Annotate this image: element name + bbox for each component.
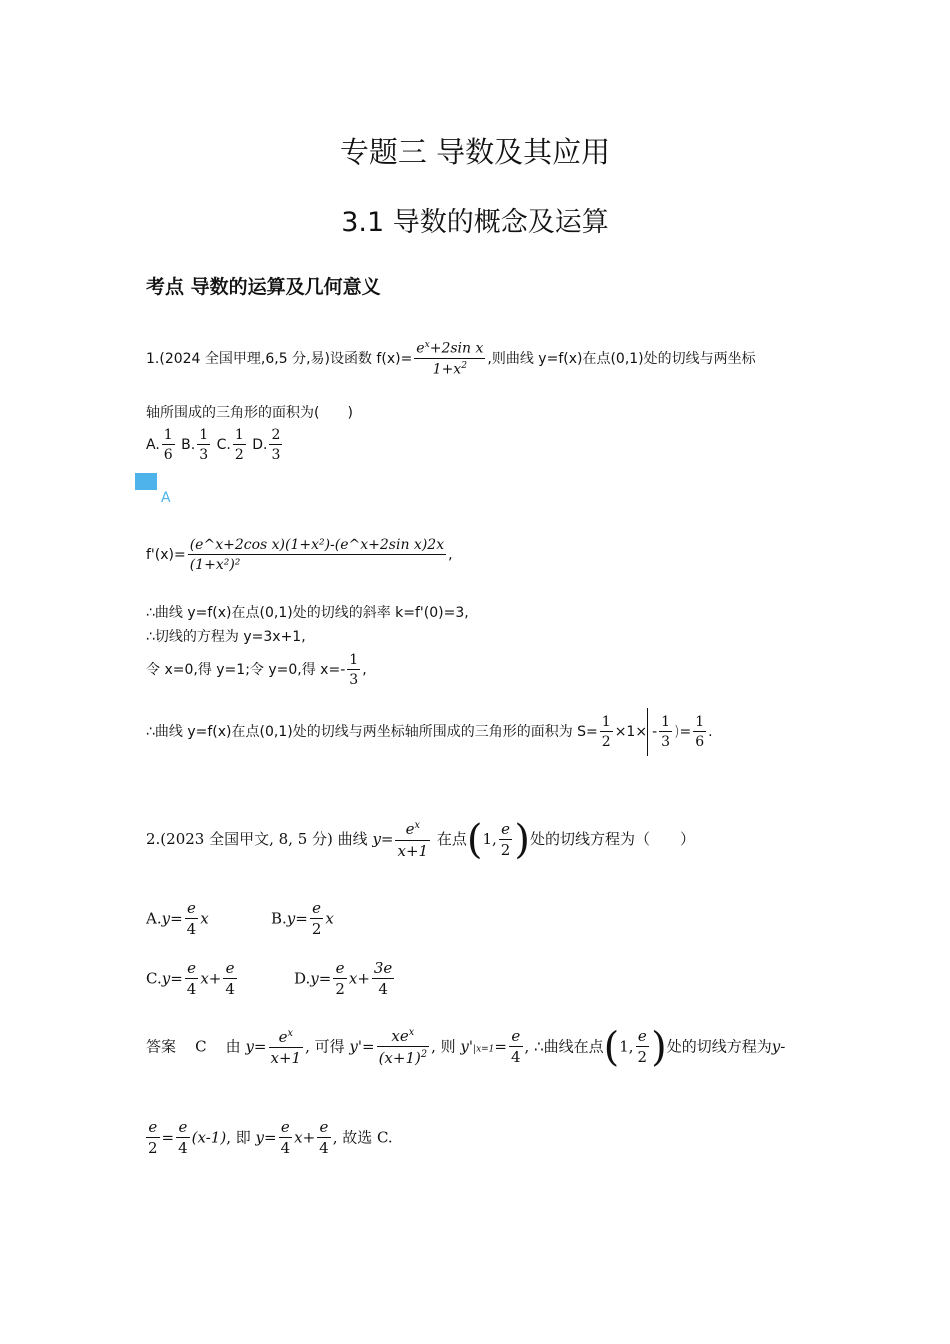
page-title: 专题三 导数及其应用 — [339, 135, 611, 169]
q2-prefix: 2.(2023 全国甲文, 8, 5 分) 曲线 — [146, 830, 368, 848]
q1-sol-den: (1+x²)² — [189, 557, 241, 574]
q1-sol-fraction — [188, 537, 446, 573]
q1-suffix: ,则曲线 y=f(x)在点(0,1)处的切线与两坐标 — [487, 350, 756, 367]
q1-line2: 轴所围成的三角形的面积为( ) — [146, 405, 353, 421]
q1-abs-value: - $\frac{1}{3}$ ) — [647, 708, 679, 756]
q1-sol-line3: ∴切线的方程为 y=3x+1, — [146, 629, 306, 645]
q2-answer-line1: 答案 C 由 y= $\frac{e^x}{x+1}$ , 可得 y'= $\frac{xe^x}{(x+1)^2}$ , 则 y'|x=1= $\frac{e}{4}$ , ∴曲线在点(1, $\frac{e}{2}$ )处的切线方程为y- — [146, 1024, 786, 1071]
q2-option-b[interactable]: B.y= $\frac{e}{2}$ x — [271, 899, 334, 939]
q1-option-b[interactable]: B. $\frac{1}{3}$ — [181, 427, 209, 464]
q1-func-num-rest: +2sin x — [429, 340, 484, 357]
q1-prefix: 1.(2024 全国甲理,6,5 分,易)设函数 f(x)= — [146, 350, 413, 367]
q1-sol-prefix: f'(x)= — [146, 547, 186, 564]
q1-sol-line5: ∴曲线 y=f(x)在点(0,1)处的切线与两坐标轴所围成的三角形的面积为 S= $\frac{1}{2}$ ×1× - $\frac{1}{3}$ )= $\frac{1}{6}$ . — [146, 708, 713, 756]
q1-func-den-sup: 2 — [461, 360, 468, 371]
page-subtitle: 3.1 导数的概念及运算 — [341, 207, 609, 238]
q1-func-num: e — [416, 340, 425, 357]
q1-stem — [146, 340, 756, 378]
q1-func-den: 1+x — [432, 361, 462, 378]
q1-solution-derivative — [146, 537, 453, 573]
q2-stem: 2.(2023 全国甲文, 8, 5 分) 曲线 y= $\frac{e^x}{x+1}$ 在点(1, $\frac{e}{2}$ )处的切线方程为（ ） — [146, 817, 695, 863]
q1-option-d[interactable]: D. $\frac{2}{3}$ — [252, 427, 281, 464]
q1-options — [146, 427, 284, 463]
q2-answer-label: 答案 — [146, 1037, 177, 1056]
q1-option-a[interactable]: A. $\frac{1}{6}$ — [146, 427, 173, 464]
q1-sol-num: (e^x+2cos x)(1+x²)-(e^x+2sin x)2x — [188, 537, 446, 555]
q1-sol-line2: ∴曲线 y=f(x)在点(0,1)处的切线的斜率 k=f'(0)=3, — [146, 605, 469, 621]
q2-option-a[interactable]: A.y= $\frac{e}{4}$ x — [146, 899, 209, 939]
q2-option-c[interactable]: C.y= $\frac{e}{4}$ x+ $\frac{e}{4}$ — [146, 959, 235, 999]
q2-answer-value: C — [195, 1037, 207, 1056]
answer-tag-marker — [135, 473, 157, 490]
q1-option-c[interactable]: C. $\frac{1}{2}$ — [216, 427, 244, 464]
q2-option-d[interactable]: D.y= $\frac{e}{2}$ x+ $\frac{3e}{4}$ — [294, 959, 393, 999]
q1-sol-suffix: , — [448, 547, 453, 564]
section-heading: 考点 导数的运算及几何意义 — [146, 276, 381, 298]
q1-sol-line4: 令 x=0,得 y=1;令 y=0,得 x=- $\frac{1}{3}$ , — [146, 652, 367, 689]
q2-answer-line2: $\frac{e}{2}$ = $\frac{e}{4}$ (x-1), 即 y= $\frac{e}{4}$ x+ $\frac{e}{4}$ , 故选 C. — [148, 1118, 393, 1158]
q2-function-fraction: $\frac{e^x}{x+1}$ — [397, 820, 429, 860]
q1-function-fraction — [414, 340, 485, 378]
q1-answer: A — [161, 490, 171, 506]
q1-func-num-sup: x — [424, 340, 430, 350]
